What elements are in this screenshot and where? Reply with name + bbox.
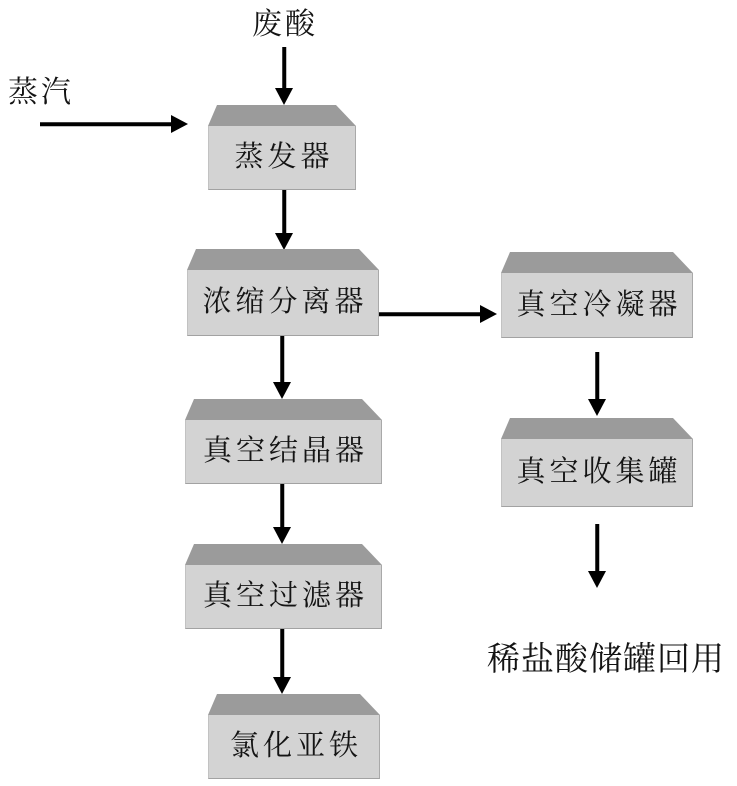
arrow-shaft — [595, 524, 599, 572]
arrow-shaft — [280, 629, 284, 678]
node-vacuum-collection-tank-label: 真空收集罐 — [516, 456, 682, 488]
box-front-face — [501, 273, 693, 338]
node-vacuum-collection-tank — [501, 418, 693, 507]
arrow-separator-to-crystallizer-icon — [273, 336, 291, 399]
arrow-evaporator-to-separator-icon — [275, 190, 293, 250]
box-top-face — [187, 249, 379, 270]
arrow-crystallizer-to-filter-icon — [273, 484, 291, 544]
arrow-shaft — [280, 336, 284, 383]
box-front-face — [208, 126, 356, 190]
arrow-collector-to-hcl-reuse-icon — [588, 524, 606, 588]
arrow-head-icon — [588, 399, 606, 416]
node-vacuum-filter — [185, 544, 382, 629]
node-evaporator — [208, 105, 356, 190]
arrow-separator-to-condenser-icon — [379, 305, 497, 323]
arrow-waste-acid-to-evaporator-icon — [275, 47, 293, 105]
arrow-head-icon — [171, 115, 188, 133]
node-vacuum-condenser — [501, 252, 693, 338]
node-concentration-separator — [187, 249, 379, 336]
arrow-shaft — [282, 190, 286, 234]
box-front-face — [501, 439, 693, 507]
node-concentration-separator-label: 浓缩分离器 — [202, 286, 368, 318]
box-top-face — [208, 694, 380, 715]
box-front-face — [187, 270, 379, 336]
box-top-face — [208, 105, 356, 126]
node-vacuum-crystallizer — [185, 399, 382, 484]
arrow-shaft — [280, 484, 284, 528]
box-top-face — [185, 399, 382, 420]
node-vacuum-condenser-label: 真空冷凝器 — [516, 288, 682, 321]
arrow-shaft — [40, 122, 172, 126]
box-top-face — [185, 544, 382, 565]
box-front-face — [208, 715, 380, 779]
arrow-shaft — [595, 352, 599, 400]
box-top-face — [501, 252, 693, 273]
arrow-condenser-to-collector-icon — [588, 352, 606, 416]
arrow-head-icon — [480, 305, 497, 323]
arrow-head-icon — [273, 527, 291, 544]
arrow-shaft — [379, 312, 481, 316]
arrow-head-icon — [275, 233, 293, 250]
arrow-head-icon — [273, 677, 291, 694]
label-steam: 蒸汽 — [8, 76, 74, 109]
node-vacuum-crystallizer-label: 真空结晶器 — [202, 435, 368, 467]
arrow-steam-to-evaporator-icon — [40, 115, 188, 133]
box-top-face — [501, 418, 693, 439]
arrow-filter-to-ferrous-chloride-icon — [273, 629, 291, 694]
label-dilute-hcl-tank-reuse: 稀盐酸储罐回用 — [487, 642, 725, 678]
arrow-head-icon — [588, 571, 606, 588]
box-front-face — [185, 565, 382, 629]
label-waste-acid: 废酸 — [252, 8, 318, 41]
arrow-head-icon — [275, 88, 293, 105]
node-ferrous-chloride-label: 氯化亚铁 — [229, 730, 362, 762]
arrow-shaft — [282, 47, 286, 89]
node-ferrous-chloride — [208, 694, 380, 779]
node-vacuum-filter-label: 真空过滤器 — [202, 580, 368, 612]
arrow-head-icon — [273, 382, 291, 399]
box-front-face — [185, 420, 382, 484]
node-evaporator-label: 蒸发器 — [234, 141, 334, 173]
